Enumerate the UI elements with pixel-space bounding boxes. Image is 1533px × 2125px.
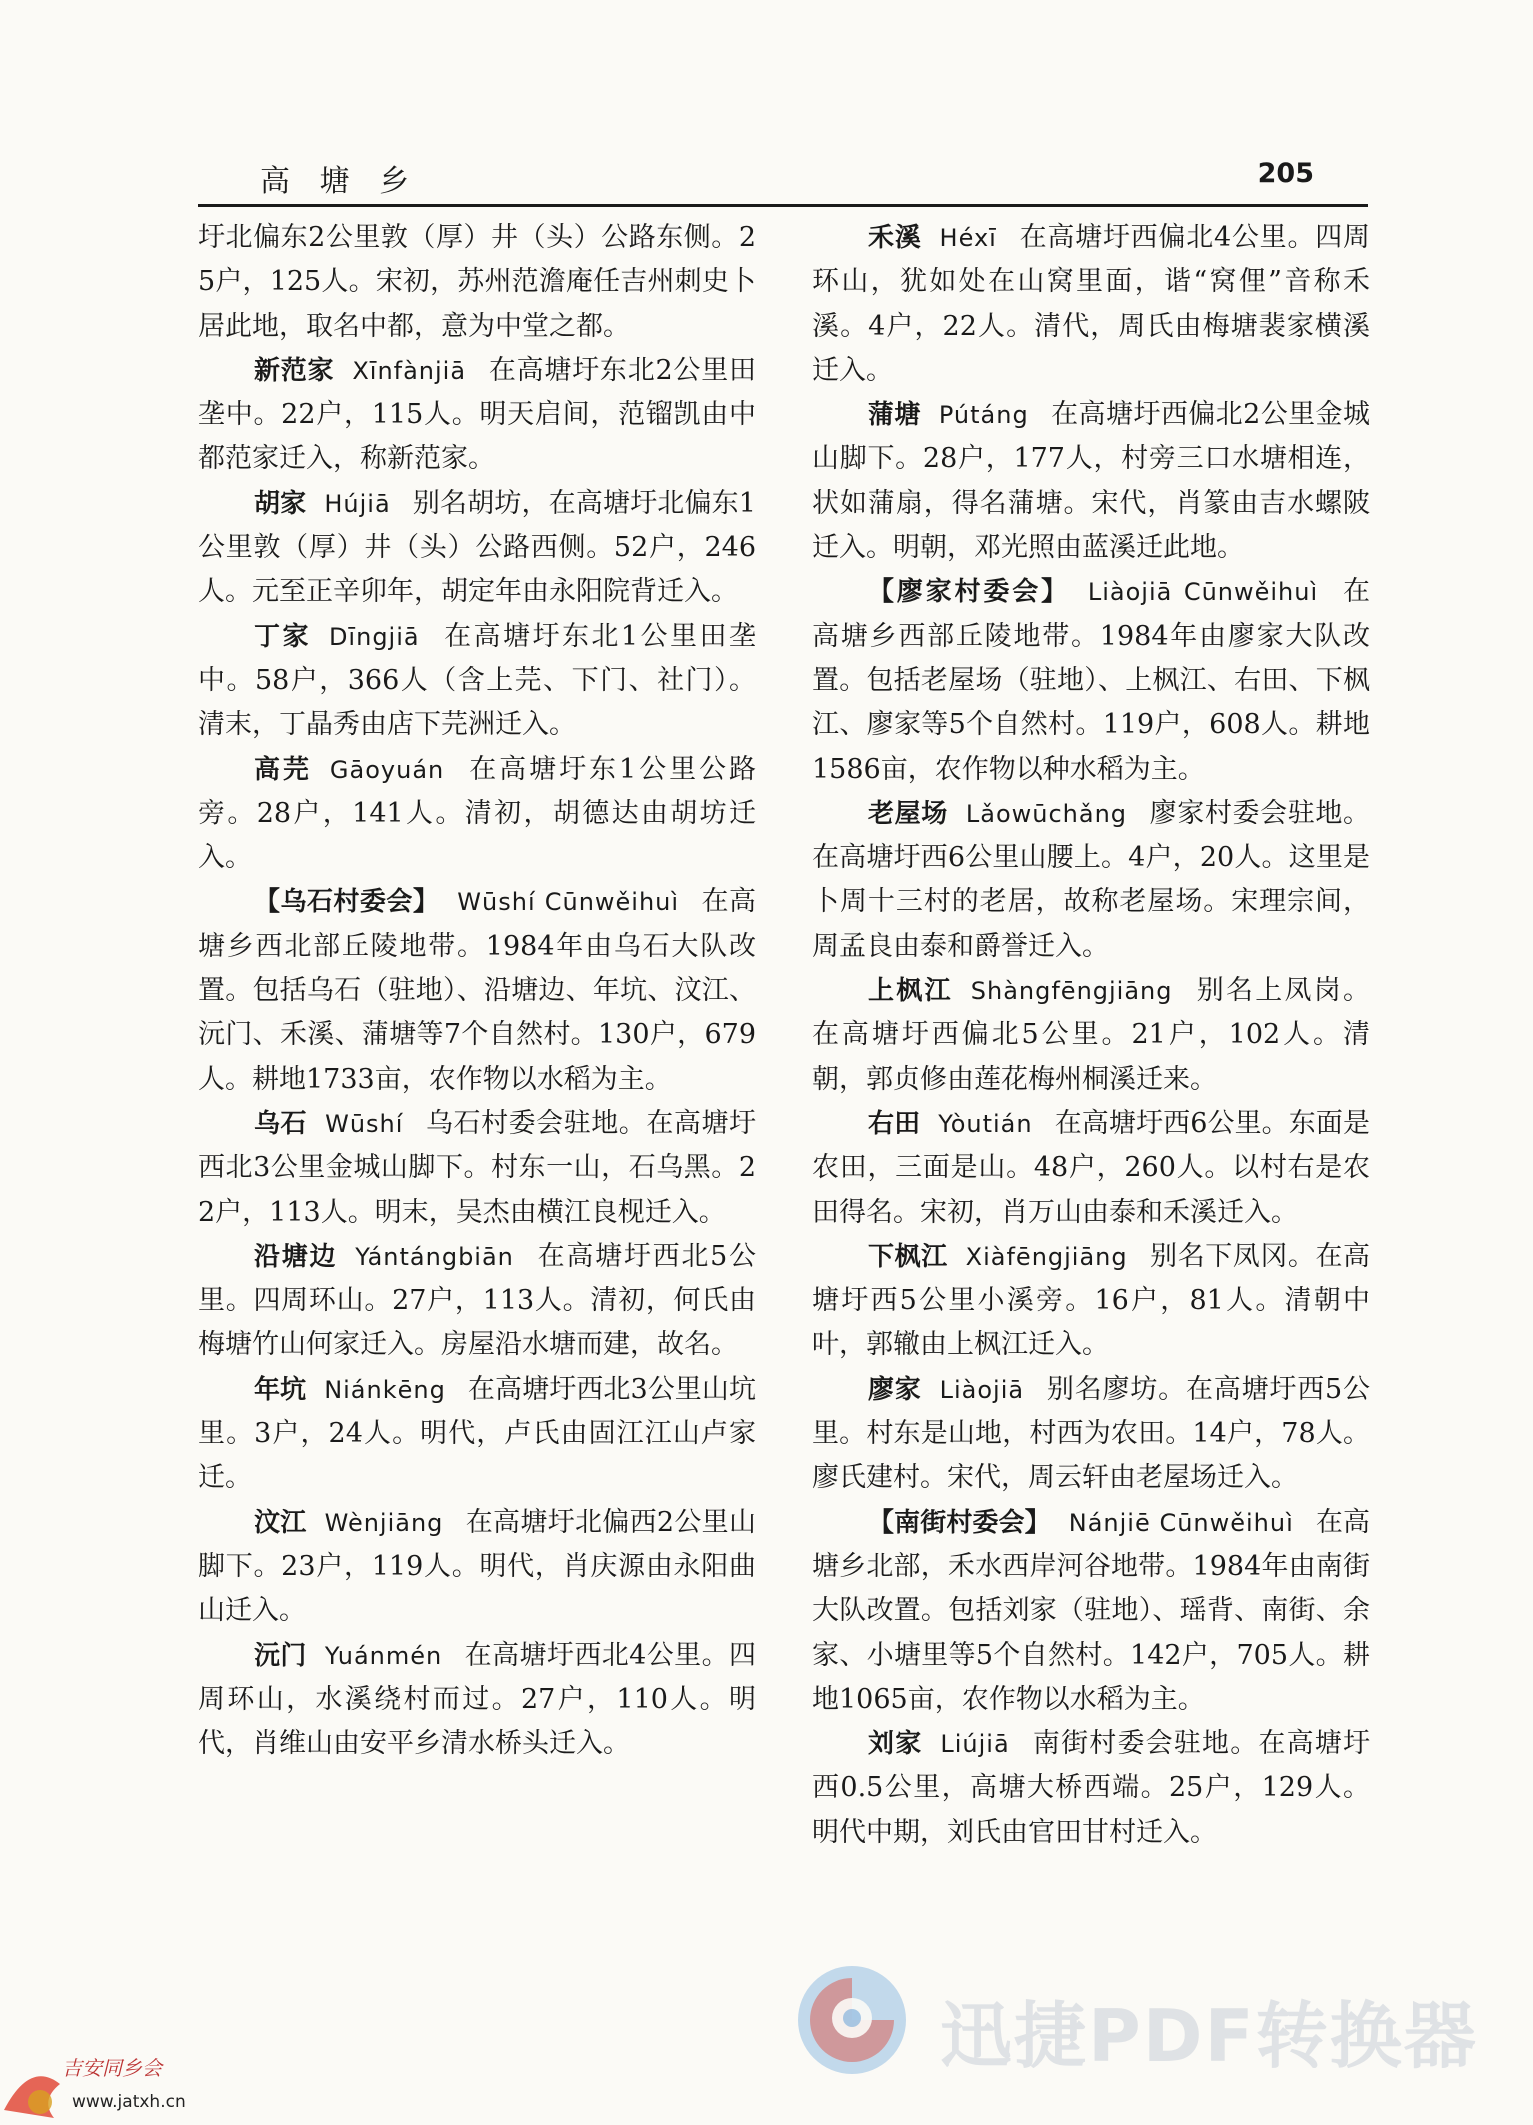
entry-pinyin: Shàngfēngjiāng	[970, 977, 1173, 1006]
entry-text: 乌石村委会驻地。在高塘圩西北3公里金城山脚下。村东一山，石乌黑。22户，113人。明末，吴杰由横江良枧迁入。	[198, 1107, 756, 1228]
entry-text: 在高塘圩西北5公里。四周环山。27户，113人。清初，何氏由梅塘竹山何家迁入。房屋沿水塘而建，故名。	[198, 1240, 756, 1361]
entry-text: 在高塘圩东北2公里田垄中。22户，115人。明天启间，范镏凯由中都范家迁入，称新范家。	[198, 354, 756, 475]
entry-name: 刘家	[868, 1729, 923, 1760]
committee-name: 【乌石村委会】	[254, 887, 440, 918]
entry-pinyin: Yòutián	[938, 1109, 1033, 1138]
entry-text: 在高塘圩西北4公里。四周环山，水溪绕村而过。27户，110人。明代，肖维山由安平乡清水桥头迁入。	[198, 1639, 756, 1760]
committee-text: 在高塘乡北部，禾水西岸河谷地带。1984年由南街大队改置。包括刘家（驻地）、瑶背、南街、余家、小塘里等5个自然村。142户，705人。耕地1065亩，农作物以水稻为主。	[812, 1506, 1370, 1715]
entry-pinyin: Wūshí	[325, 1109, 404, 1138]
entry-liaojia	[812, 1368, 1370, 1501]
entry-name: 新范家	[254, 355, 335, 386]
entry-text: 在高塘圩东1公里公路旁。28户，141人。清初，胡德达由胡坊迁入。	[198, 753, 756, 874]
committee-pinyin: Nánjiē Cūnwěihuì	[1068, 1508, 1294, 1537]
entry-pinyin: Niánkēng	[324, 1375, 446, 1404]
entry-name: 汶江	[254, 1507, 307, 1538]
committee-text: 在高塘乡西部丘陵地带。1984年由廖家大队改置。包括老屋场（驻地）、上枫江、右田、下枫江、廖家等5个自然村。119户，608人。耕地1586亩，农作物以种水稻为主。	[812, 576, 1370, 785]
entry-pinyin: Liàojiā	[939, 1375, 1025, 1404]
entry-pinyin: Dīngjiā	[328, 622, 420, 651]
entry-name: 沿塘边	[254, 1241, 338, 1272]
entry-pinyin: Yántángbiān	[355, 1242, 514, 1271]
site-name: 吉安同乡会	[62, 2056, 162, 2080]
entry-pinyin: Gāoyuán	[329, 755, 445, 784]
entry-text: 在高塘圩西北3公里山坑里。3户，24人。明代，卢氏由固江江山卢家迁。	[198, 1373, 756, 1494]
running-header	[198, 150, 1364, 206]
entry-pinyin: Héxī	[939, 224, 997, 252]
entry-liujia	[812, 1722, 1370, 1855]
entry-pinyin: Xīnfànjiā	[352, 356, 467, 385]
entry-laowuchang	[812, 792, 1370, 969]
entry-text: 在高塘圩西偏北2公里金城山脚下。28户，177人，村旁三口水塘相连，状如蒲扇，得名蒲塘。宋代，肖篆由吉水螺陂迁入。明朝，邓光照由蓝溪迁此地。	[812, 399, 1370, 564]
entry-text: 廖家村委会驻地。在高塘圩西6公里山腰上。4户，20人。这里是卜周十三村的老居，故称老屋场。宋理宗间，周孟良由泰和爵誉迁入。	[812, 797, 1370, 962]
right-column	[812, 216, 1370, 1855]
committee-pinyin: Wūshí Cūnwěihuì	[457, 888, 680, 917]
entry-name: 下枫江	[868, 1241, 948, 1272]
committee-pinyin: Liàojiā Cūnwěihuì	[1087, 578, 1319, 607]
committee-name: 【南街村委会】	[868, 1507, 1051, 1538]
header-rule	[198, 204, 1368, 207]
entry-dingjia	[198, 615, 756, 748]
entry-text: 别名胡坊，在高塘圩北偏东1公里敦（厚）井（头）公路西侧。52户，246人。元至正辛卯年，胡定年由永阳院背迁入。	[198, 487, 756, 608]
entry-name: 胡家	[254, 488, 307, 519]
entry-name: 乌石	[254, 1108, 308, 1139]
entry-text: 南街村委会驻地。在高塘圩西0.5公里，高塘大桥西端。25户，129人。明代中期，刘氏由官田甘村迁入。	[812, 1728, 1370, 1848]
entry-pinyin: Xiàfēngjiāng	[965, 1242, 1128, 1271]
entry-text: 在高塘圩西6公里。东面是农田，三面是山。48户，260人。以村右是农田得名。宋初，肖万山由泰和禾溪迁入。	[812, 1107, 1370, 1228]
entry-yantangbian	[198, 1235, 756, 1368]
section-title: 高 塘 乡	[260, 164, 420, 199]
entry-pinyin: Lǎowūchǎng	[965, 799, 1128, 828]
watermark-text: 迅捷PDF转换器	[940, 1994, 1478, 2078]
entry-pinyin: Liújiā	[940, 1730, 1010, 1759]
entry-pinyin: Pútáng	[938, 401, 1029, 430]
entry-pinyin: Hújiā	[324, 489, 391, 518]
committee-text: 在高塘乡西北部丘陵地带。1984年由乌石大队改置。包括乌石（驻地）、沿塘边、年坑、汶江、沅门、禾溪、蒲塘等7个自然村。130户，679人。耕地1733亩，农作物以水稻为主。	[198, 886, 756, 1095]
entry-wenjiang	[198, 1501, 756, 1634]
site-url: www.jatxh.cn	[72, 2092, 186, 2112]
entry-shangfengjiang	[812, 969, 1370, 1102]
entry-name: 沅门	[254, 1640, 307, 1671]
entry-name: 老屋场	[868, 798, 948, 829]
entry-youtian	[812, 1102, 1370, 1235]
entry-gaoyuan	[198, 748, 756, 881]
entry-name: 上枫江	[868, 976, 953, 1007]
entry-name: 右田	[868, 1108, 921, 1139]
entry-pinyin: Wènjiāng	[324, 1508, 444, 1537]
entry-wushi	[198, 1102, 756, 1235]
committee-name: 【廖家村委会】	[868, 577, 1070, 608]
entry-text: 在高塘圩北偏西2公里山脚下。23户，119人。明代，肖庆源由永阳曲山迁入。	[198, 1506, 756, 1627]
entry-name: 禾溪	[868, 223, 922, 253]
committee-liaojia	[812, 570, 1370, 791]
entry-name: 廖家	[868, 1374, 922, 1405]
entry-name: 高芫	[254, 754, 312, 785]
entry-name: 蒲塘	[868, 400, 921, 431]
left-column	[198, 216, 756, 1766]
entry-text: 在高塘圩西偏北4公里。四周环山，犹如处在山窝里面，谐“窝俚”音称禾溪。4户，22人。清代，周氏由梅塘裴家横溪迁入。	[812, 222, 1370, 386]
entry-text: 别名廖坊。在高塘圩西5公里。村东是山地，村西为农田。14户，78人。廖氏建村。宋代，周云轩由老屋场迁入。	[812, 1373, 1370, 1494]
entry-name: 丁家	[254, 621, 311, 652]
entry-niankeng	[198, 1368, 756, 1501]
entry-putang	[812, 393, 1370, 570]
page-number: 205	[1257, 158, 1314, 189]
committee-wushi	[198, 880, 756, 1101]
entry-pinyin: Yuánmén	[324, 1641, 443, 1670]
entry-text: 别名上凤岗。在高塘圩西偏北5公里。21户，102人。清朝，郭贞修由莲花梅州桐溪迁来。	[812, 975, 1370, 1095]
entry-name: 年坑	[254, 1374, 307, 1405]
continuation-text: 圩北偏东2公里敦（厚）井（头）公路东侧。25户，125人。宋初，苏州范澹庵任吉州刺史卜居此地，取名中都，意为中堂之都。	[198, 222, 756, 342]
entry-xinfanjia	[198, 349, 756, 482]
entry-yuanmen	[198, 1634, 756, 1767]
entry-hujia	[198, 482, 756, 615]
entry-hexi	[812, 216, 1370, 393]
entry-text: 在高塘圩东北1公里田垄中。58户，366人（含上芫、下门、社门）。清末，丁晶秀由店下芫洲迁入。	[198, 620, 756, 741]
committee-nanjie	[812, 1501, 1370, 1722]
entry-xiafengjiang	[812, 1235, 1370, 1368]
entry-text: 别名下凤冈。在高塘圩西5公里小溪旁。16户，81人。清朝中叶，郭辙由上枫江迁入。	[812, 1240, 1370, 1361]
pdf-converter-logo-icon	[792, 1960, 912, 2080]
